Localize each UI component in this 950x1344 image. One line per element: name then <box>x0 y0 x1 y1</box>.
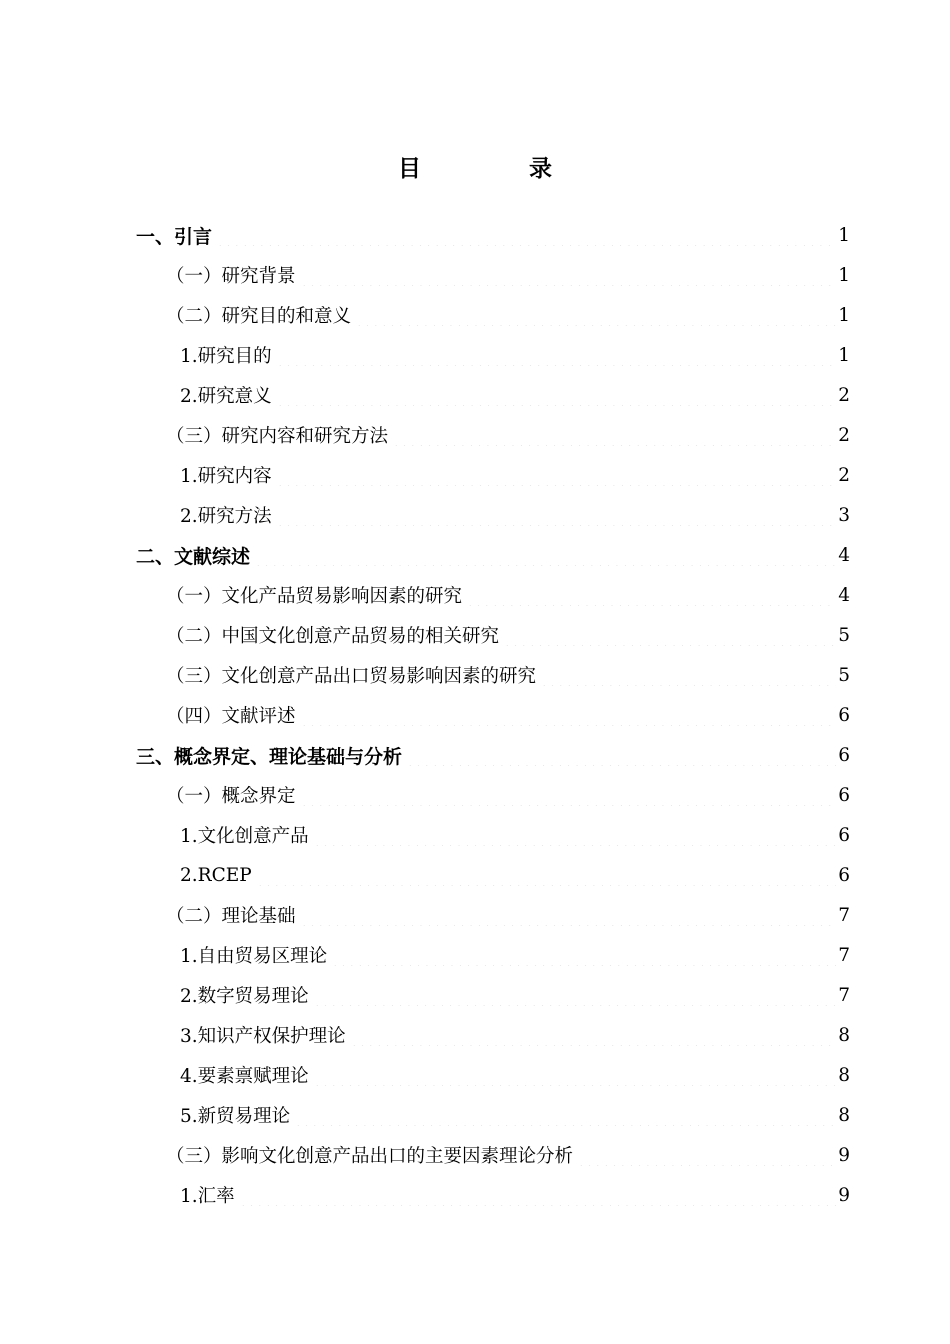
toc-dot-leader <box>350 1024 837 1046</box>
toc-entry[interactable] <box>180 1015 850 1055</box>
toc-entry-page-number: 6 <box>838 824 850 846</box>
toc-entry[interactable] <box>180 855 850 895</box>
toc-entry-title: 二、文献综述 <box>136 545 251 568</box>
toc-entry-page-number: 6 <box>838 744 850 766</box>
toc-dot-leader <box>239 1184 837 1206</box>
toc-entry[interactable] <box>180 975 850 1015</box>
toc-entry[interactable] <box>166 1135 850 1175</box>
toc-entry-page-number: 7 <box>838 944 850 966</box>
toc-dot-leader <box>276 384 837 406</box>
toc-entry-page-number: 9 <box>838 1144 850 1166</box>
toc-entry-title: 2.数字贸易理论 <box>180 986 309 1007</box>
toc-entry-page-number: 9 <box>838 1184 850 1206</box>
toc-entry-title: 2.研究方法 <box>180 506 272 527</box>
toc-dot-leader <box>355 304 836 326</box>
toc-entry[interactable] <box>180 935 850 975</box>
toc-entry[interactable] <box>180 1055 850 1095</box>
toc-entry[interactable] <box>166 655 850 695</box>
toc-entry-page-number: 7 <box>838 984 850 1006</box>
toc-entry-title: 1.研究目的 <box>180 346 272 367</box>
toc-entry[interactable] <box>136 215 850 255</box>
toc-dot-leader <box>300 704 837 726</box>
toc-dot-leader <box>466 584 836 606</box>
toc-entry-title: 2.RCEP <box>180 864 252 886</box>
toc-dot-leader <box>254 544 836 566</box>
toc-entry-page-number: 8 <box>838 1024 850 1046</box>
toc-entry-title: （三）影响文化创意产品出口的主要因素理论分析 <box>166 1146 574 1167</box>
toc-entry[interactable] <box>180 455 850 495</box>
toc-dot-leader <box>300 784 837 806</box>
toc-entry-page-number: 2 <box>838 424 850 446</box>
toc-entry-page-number: 4 <box>838 544 850 566</box>
toc-entry-title: 5.新贸易理论 <box>180 1106 291 1127</box>
toc-title-char-2: 录 <box>529 155 552 182</box>
toc-entry-page-number: 5 <box>838 664 850 686</box>
toc-entry-title: （一）研究背景 <box>166 266 296 287</box>
toc-entry[interactable] <box>166 695 850 735</box>
toc-entry-title: （一）概念界定 <box>166 786 296 807</box>
toc-entry-page-number: 4 <box>838 584 850 606</box>
toc-entry[interactable] <box>180 375 850 415</box>
toc-entry-title: （三）文化创意产品出口贸易影响因素的研究 <box>166 666 537 687</box>
toc-entry-page-number: 1 <box>838 344 850 366</box>
toc-entry-page-number: 8 <box>838 1104 850 1126</box>
toc-entry-title: 1.研究内容 <box>180 466 272 487</box>
toc-dot-leader <box>276 464 837 486</box>
toc-entry-title: （二）研究目的和意义 <box>166 306 352 327</box>
toc-entry[interactable] <box>136 535 850 575</box>
toc-dot-leader <box>276 344 837 366</box>
toc-entry-title: 1.文化创意产品 <box>180 826 309 847</box>
toc-entry-page-number: 6 <box>838 864 850 886</box>
toc-entry[interactable] <box>136 735 850 775</box>
toc-entry[interactable] <box>166 295 850 335</box>
toc-dot-leader <box>313 1064 837 1086</box>
toc-entry-page-number: 6 <box>838 784 850 806</box>
toc-entry-page-number: 5 <box>838 624 850 646</box>
toc-dot-leader <box>300 904 837 926</box>
toc-dot-leader <box>577 1144 836 1166</box>
toc-entry-page-number: 1 <box>838 224 850 246</box>
toc-dot-leader <box>294 1104 836 1126</box>
toc-entry-page-number: 1 <box>838 304 850 326</box>
toc-dot-leader <box>392 424 836 446</box>
toc-entry[interactable] <box>180 495 850 535</box>
toc-entry-page-number: 2 <box>838 464 850 486</box>
toc-entry-page-number: 2 <box>838 384 850 406</box>
toc-entry[interactable] <box>166 775 850 815</box>
toc-entry[interactable] <box>180 1175 850 1215</box>
toc-entry-title: 一、引言 <box>136 225 213 248</box>
toc-entry-page-number: 7 <box>838 904 850 926</box>
toc-entry-title: 1.汇率 <box>180 1186 235 1207</box>
toc-dot-leader <box>256 864 837 886</box>
toc-dot-leader <box>313 984 837 1006</box>
toc-dot-leader <box>540 664 836 686</box>
toc-entry-title: 1.自由贸易区理论 <box>180 946 328 967</box>
toc-entry[interactable] <box>166 255 850 295</box>
toc-title-char-1: 目 <box>398 155 421 182</box>
toc-dot-leader <box>300 264 837 286</box>
toc-entry-title: （一）文化产品贸易影响因素的研究 <box>166 586 463 607</box>
toc-entry-title: （四）文献评述 <box>166 706 296 727</box>
toc-entry[interactable] <box>180 335 850 375</box>
toc-entry-title: 4.要素禀赋理论 <box>180 1066 309 1087</box>
toc-entry-title: 2.研究意义 <box>180 386 272 407</box>
toc-dot-leader <box>406 744 836 766</box>
toc-entry-page-number: 8 <box>838 1064 850 1086</box>
toc-entry[interactable] <box>166 615 850 655</box>
toc-entry-title: 3.知识产权保护理论 <box>180 1026 346 1047</box>
toc-entry[interactable] <box>180 815 850 855</box>
toc-dot-leader <box>216 224 836 246</box>
toc-entry[interactable] <box>180 1095 850 1135</box>
toc-entry-title: 三、概念界定、理论基础与分析 <box>136 745 403 768</box>
toc-entry-page-number: 3 <box>838 504 850 526</box>
toc-entry-title: （二）中国文化创意产品贸易的相关研究 <box>166 626 500 647</box>
toc-entry[interactable] <box>166 895 850 935</box>
toc-entry-title: （二）理论基础 <box>166 906 296 927</box>
toc-entry-page-number: 6 <box>838 704 850 726</box>
toc-dot-leader <box>503 624 836 646</box>
toc-entry[interactable] <box>166 415 850 455</box>
toc-title <box>0 146 950 186</box>
toc-dot-leader <box>331 944 836 966</box>
toc-entry-page-number: 1 <box>838 264 850 286</box>
toc-entry[interactable] <box>166 575 850 615</box>
toc-entry-title: （三）研究内容和研究方法 <box>166 426 389 447</box>
toc-dot-leader <box>276 504 837 526</box>
toc-dot-leader <box>313 824 837 846</box>
